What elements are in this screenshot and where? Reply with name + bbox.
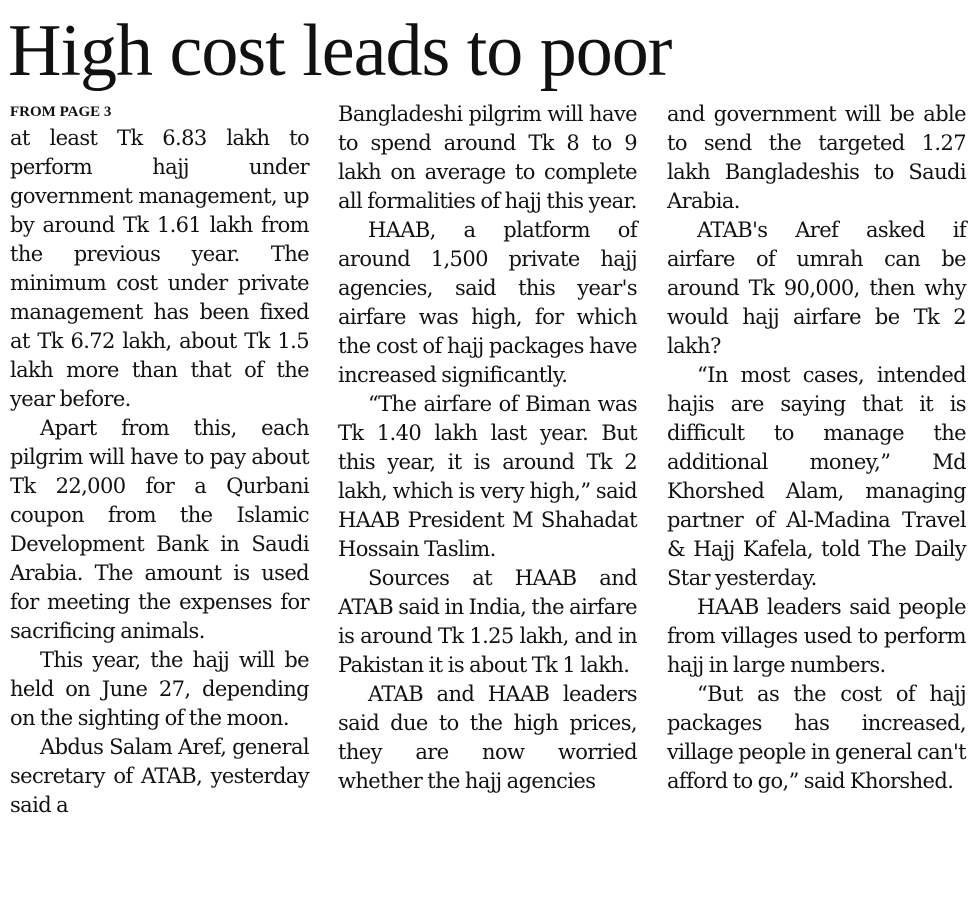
article-paragraph: This year, the hajj will be held on June 27, depending on the sighting of the moon.: [10, 648, 309, 730]
article-paragraph: “In most cases, intended hajis are saying that it is difficult to manage the additional money,” Md Khorshed Alam, managing partner of Al-Madina Travel & Hajj Kafela, told The Daily Star yesterday.: [667, 363, 966, 590]
article-paragraph: Sources at HAAB and ATAB said in India, the airfare is around Tk 1.25 lakh, and in Pakistan it is about Tk 1 lakh.: [338, 566, 637, 677]
article-column-3: [667, 100, 966, 796]
article-paragraph: Apart from this, each pilgrim will have to pay about Tk 22,000 for a Qurbani coupon from the Islamic Development Bank in Saudi Arabia. The amount is used for meeting the expenses for sacrificing animals.: [10, 416, 309, 643]
article-paragraph: and government will be able to send the targeted 1.27 lakh Bangladeshis to Saudi Arabia.: [667, 102, 966, 213]
article-paragraph: ATAB and HAAB leaders said due to the high prices, they are now worried whether the hajj agencies: [338, 682, 637, 793]
article-paragraph: ATAB's Aref asked if airfare of umrah can be around Tk 90,000, then why would hajj airfare be Tk 2 lakh?: [667, 218, 966, 358]
article-paragraph: HAAB leaders said people from villages used to perform hajj in large numbers.: [667, 595, 966, 677]
article-paragraph: at least Tk 6.83 lakh to perform hajj under government management, up by around Tk 1.61 lakh from the previous year. The minimum cost under private management has been fixed at Tk 6.72 lakh, about Tk 1.5 lakh more than that of the year before.: [10, 126, 309, 411]
article-paragraph: HAAB, a platform of around 1,500 private hajj agencies, said this year's airfare was high, for which the cost of hajj packages have increased significantly.: [338, 218, 637, 387]
article-paragraph: “The airfare of Biman was Tk 1.40 lakh last year. But this year, it is around Tk 2 lakh, which is very high,” said HAAB President M Shahadat Hossain Taslim.: [338, 392, 637, 561]
article-paragraph: “But as the cost of hajj packages has increased, village people in general can't afford to go,” said Khorshed.: [667, 682, 966, 793]
article-column-1: [10, 100, 309, 820]
headline: High cost leads to poor: [8, 10, 672, 92]
article-paragraph: Abdus Salam Aref, general secretary of ATAB, yesterday said a: [10, 735, 309, 817]
article-column-2: [338, 100, 637, 796]
jump-kicker: FROM PAGE 3: [10, 104, 112, 120]
article-paragraph: Bangladeshi pilgrim will have to spend around Tk 8 to 9 lakh on average to complete all formalities of hajj this year.: [338, 102, 637, 213]
